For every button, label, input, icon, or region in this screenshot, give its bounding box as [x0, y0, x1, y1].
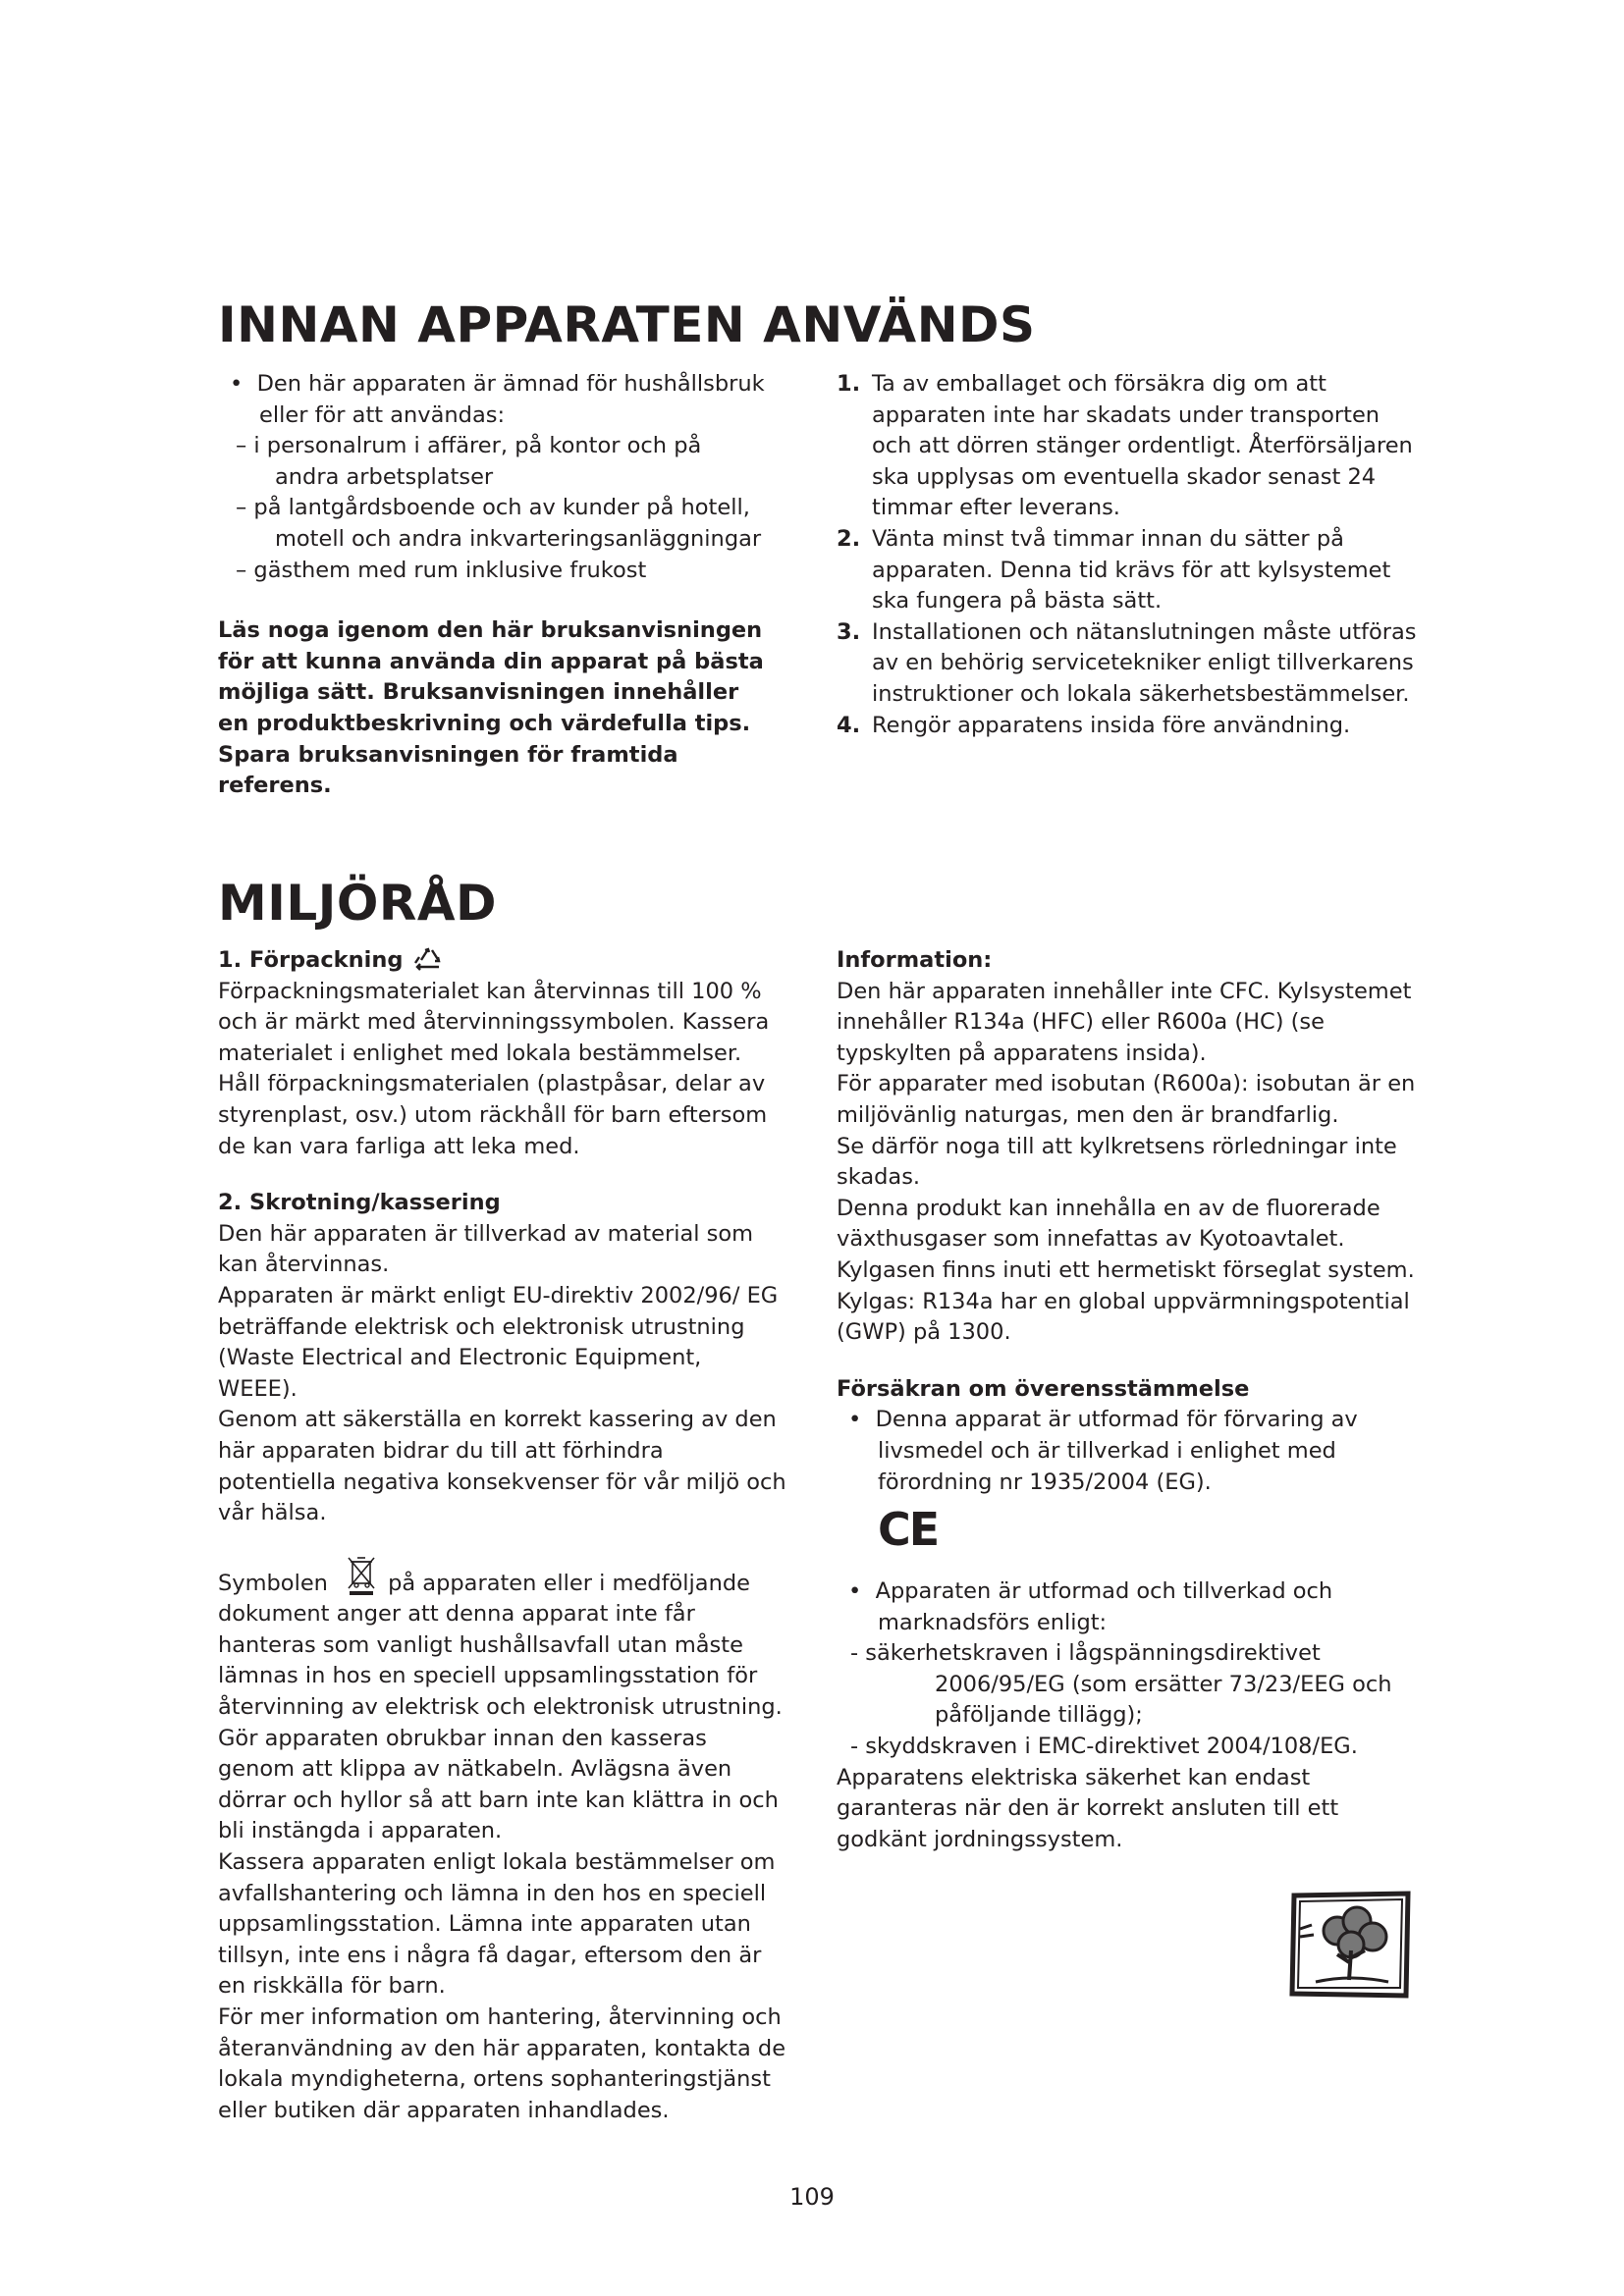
steps-list	[837, 369, 1426, 741]
dash-item: – gästhem med rum inklusive frukost	[236, 557, 647, 583]
information-text: För apparater med isobutan (R600a): isobutan är en miljövänlig naturgas, men den är brandfarlig.	[837, 1071, 1416, 1128]
scrapping-heading: 2. Skrotning/kassering	[218, 1190, 501, 1216]
step-item: 1. Ta av emballaget och försäkra dig om att apparaten inte har skadats under transporten och att dörren stänger ordentligt. Återförsäljaren ska upplysas om eventuella skador senast 24 timmar efter leverans.	[837, 371, 1413, 521]
safety-closing-text: Apparatens elektriska säkerhet kan endast garanteras när den är korrekt ansluten till ett godkänt jordningssystem.	[837, 1764, 1339, 1852]
section-title-environment: MILJÖRÅD	[218, 875, 498, 932]
information-heading: Information:	[837, 947, 993, 973]
eco-tree-icon	[1286, 1890, 1414, 2000]
scrapping-text: Apparaten är märkt enligt EU-direktiv 2002/96/ EG beträffande elektrisk och elektronisk utrustning (Waste Electrical and Electronic Equipment, WEEE).	[218, 1282, 779, 1402]
scrapping-text: Den här apparaten är tillverkad av material som kan återvinnas.	[218, 1220, 754, 1278]
read-manual-notice: Läs noga igenom den här bruksanvisningen för att kunna använda din apparat på bästa möjliga sätt. Bruksanvisningen innehåller en produktbeskrivning och värdefulla tips. Spara bruksanvisningen för framtida referens.	[218, 617, 764, 799]
information-text: Denna produkt kan innehålla en av de fluorerade växthusgaser som innefattas av Kyotoavtalet.	[837, 1195, 1380, 1253]
packaging-text: Håll förpackningsmaterialen (plastpåsar, delar av styrenplast, osv.) utom räckhåll för barn eftersom de kan vara farliga att leka med.	[218, 1071, 768, 1159]
environment-right-column	[837, 945, 1426, 1855]
information-text: Se därför noga till att kylkretsens rörledningar inte skadas.	[837, 1133, 1397, 1191]
information-text: Kylgasen finns inuti ett hermetiskt förseglat system.	[837, 1256, 1415, 1283]
scrapping-text: Gör apparaten obrukbar innan den kasseras genom att klippa av nätkabeln. Avlägsna även dörrar och hyllor så att barn inte kan klättra in och bli instängda i apparaten.	[218, 1725, 779, 1844]
dash-item: – på lantgårdsboende och av kunder på hotell, motell och andra inkvarteringsanläggningar	[236, 495, 762, 552]
symbol-paragraph: Symbolen på apparaten eller i medföljande dokument anger att denna apparat inte får hanteras som vanligt hushållsavfall utan måste lämnas in hos en speciell uppsamlingsstation för återvinning av elektrisk och elektronisk utrustning.	[218, 1555, 787, 1724]
step-item: 4. Rengör apparatens insida före användning.	[837, 712, 1351, 738]
step-item: 2. Vänta minst två timmar innan du sätter på apparaten. Denna tid krävs för att kylsystemet ska fungera på bästa sätt.	[837, 525, 1391, 614]
dash-item: – i personalrum i affärer, på kontor och på andra arbetsplatser	[236, 433, 702, 490]
information-text: Den här apparaten innehåller inte CFC. Kylsystemet innehåller R134a (HFC) eller R600a (HC) (se typskylten på apparatens insida).	[837, 978, 1412, 1066]
section-title-before-use: INNAN APPARATEN ANVÄNDS	[218, 296, 1036, 353]
conformity-bullet: • Denna apparat är utformad för förvaring av livsmedel och är tillverkad i enlighet med förordning nr 1935/2004 (EG).	[848, 1407, 1358, 1495]
packaging-text: Förpackningsmaterialet kan återvinnas till 100 % och är märkt med återvinningssymbolen. Kassera materialet i enlighet med lokala bestämmelser.	[218, 978, 770, 1066]
scrapping-text: För mer information om hantering, återvinning och återanvändning av den här apparaten, kontakta de lokala myndigheterna, ortens sophanteringstjänst eller butiken där apparaten inhandlades.	[218, 2004, 786, 2123]
packaging-heading: 1. Förpackning	[218, 945, 787, 977]
weee-bin-icon	[345, 1555, 378, 1596]
directive-item: - skyddskraven i EMC-direktivet 2004/108/EG.	[850, 1734, 1358, 1760]
recycle-icon	[411, 946, 445, 976]
scrapping-text: Genom att säkerställa en korrekt kassering av den här apparaten bidrar du till att förhindra potentiella negativa konsekvenser för vår miljö och vår hälsa.	[218, 1407, 786, 1526]
step-item: 3. Installationen och nätanslutningen måste utföras av en behörig servicetekniker enligt tillverkarens instruktioner och lokala säkerhetsbestämmelser.	[837, 618, 1417, 707]
directive-item: - säkerhetskraven i lågspänningsdirektivet 2006/95/EG (som ersätter 73/23/EEG och påföljande tillägg);	[850, 1640, 1392, 1729]
intro-bullet: • Den här apparaten är ämnad för hushållsbruk eller för att användas:	[230, 371, 765, 428]
information-text: Kylgas: R134a har en global uppvärmningspotential (GWP) på 1300.	[837, 1288, 1410, 1346]
page-number: 109	[789, 2183, 835, 2211]
conformity-heading: Försäkran om överensstämmelse	[837, 1375, 1250, 1402]
environment-left-column	[218, 945, 787, 2126]
scrapping-text: Kassera apparaten enligt lokala bestämmelser om avfallshantering och lämna in den hos en speciell uppsamlingsstation. Lämna inte apparaten utan tillsyn, inte ens i några få dagar, eftersom den är en riskkälla för barn.	[218, 1849, 776, 2000]
ce-mark-icon: CE	[878, 1503, 939, 1557]
usage-scope-block	[218, 369, 768, 802]
conformity-bullet: • Apparaten är utformad och tillverkad och marknadsförs enligt:	[848, 1578, 1333, 1635]
